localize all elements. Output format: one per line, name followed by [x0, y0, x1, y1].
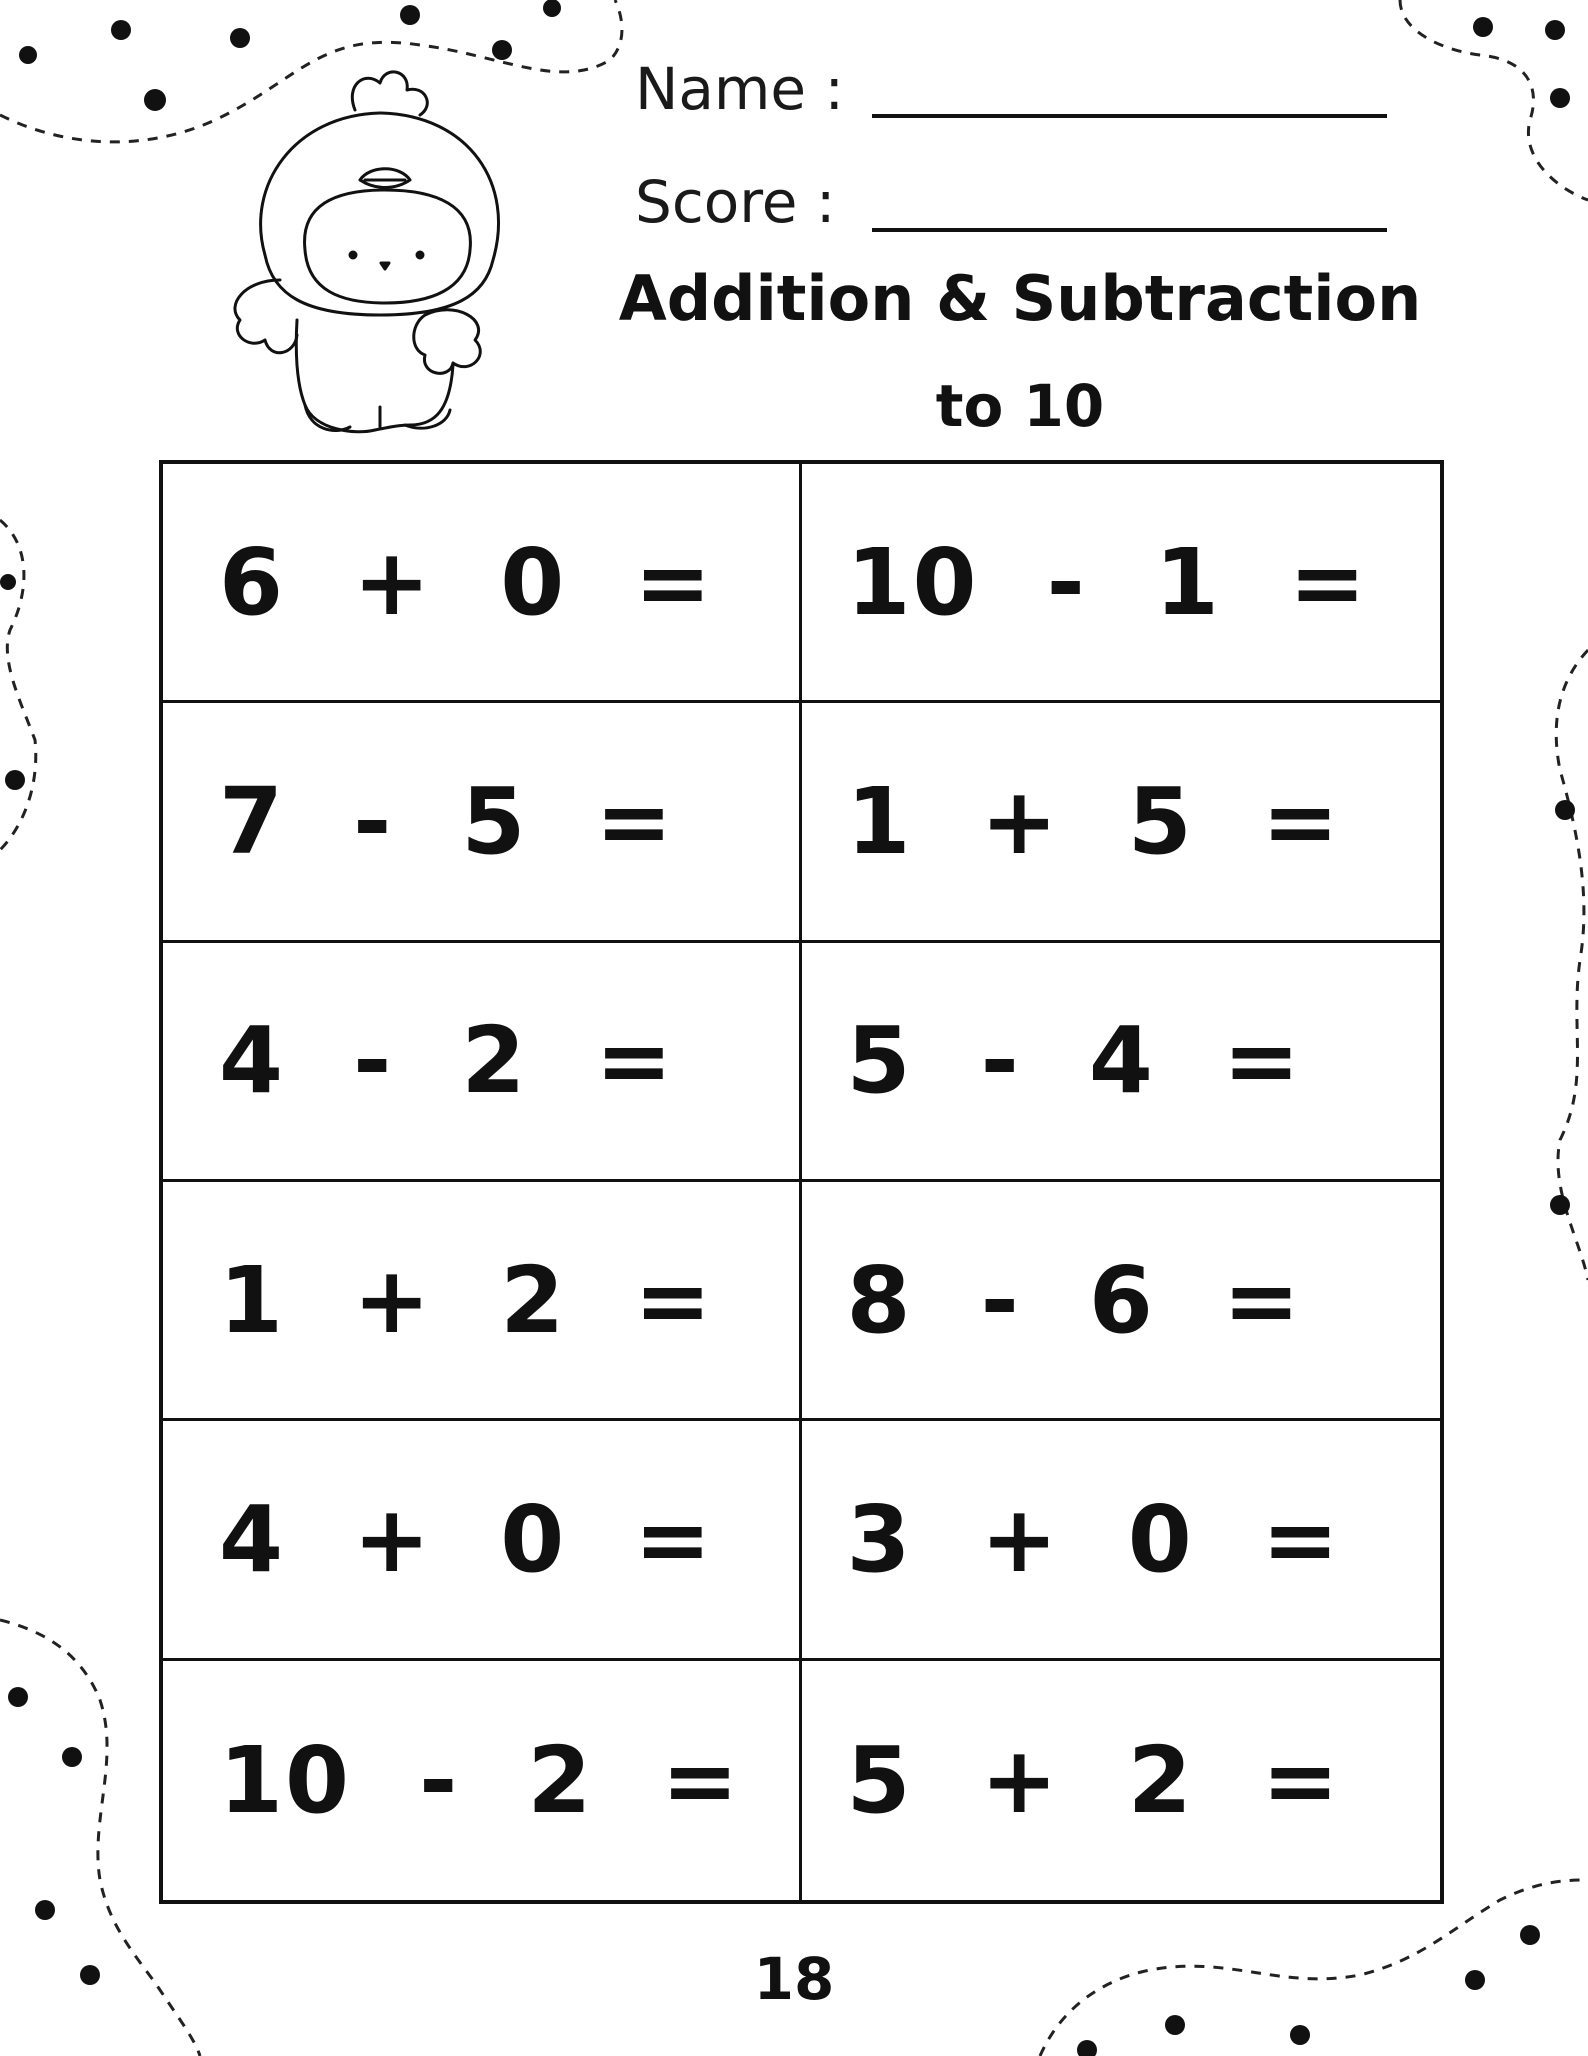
- problems-table: [159, 460, 1444, 1904]
- problem-cell[interactable]: [163, 464, 802, 703]
- problem-text: 7 - 5 =: [219, 767, 675, 875]
- problem-cell[interactable]: [802, 464, 1441, 703]
- problem-text: 5 + 2 =: [846, 1726, 1341, 1834]
- problem-cell[interactable]: [163, 1182, 802, 1421]
- score-field[interactable]: [872, 228, 1387, 232]
- problem-text: 1 + 5 =: [846, 767, 1341, 875]
- problem-cell[interactable]: [802, 1661, 1441, 1900]
- problem-text: 8 - 6 =: [846, 1246, 1302, 1354]
- problem-text: 1 + 2 =: [219, 1246, 714, 1354]
- problem-cell[interactable]: [163, 943, 802, 1182]
- chick-costume-character-icon: [225, 65, 525, 440]
- problem-cell[interactable]: [802, 1182, 1441, 1421]
- problem-cell[interactable]: [802, 943, 1441, 1182]
- problem-cell[interactable]: [163, 1661, 802, 1900]
- name-field[interactable]: [872, 114, 1387, 118]
- problem-text: 10 - 1 =: [846, 528, 1368, 636]
- problem-text: 10 - 2 =: [219, 1726, 741, 1834]
- page-number: 18: [753, 1945, 835, 2013]
- name-label: Name :: [635, 55, 845, 123]
- problem-text: 3 + 0 =: [846, 1485, 1341, 1593]
- problem-text: 4 - 2 =: [219, 1007, 675, 1115]
- worksheet-title: Addition & Subtraction: [618, 262, 1422, 335]
- problem-cell[interactable]: [163, 1421, 802, 1660]
- problem-cell[interactable]: [802, 703, 1441, 942]
- problem-text: 6 + 0 =: [219, 528, 714, 636]
- problem-text: 5 - 4 =: [846, 1007, 1302, 1115]
- worksheet-subtitle: to 10: [935, 372, 1105, 440]
- problem-cell[interactable]: [163, 703, 802, 942]
- problem-cell[interactable]: [802, 1421, 1441, 1660]
- problem-text: 4 + 0 =: [219, 1485, 714, 1593]
- score-label: Score :: [635, 168, 836, 236]
